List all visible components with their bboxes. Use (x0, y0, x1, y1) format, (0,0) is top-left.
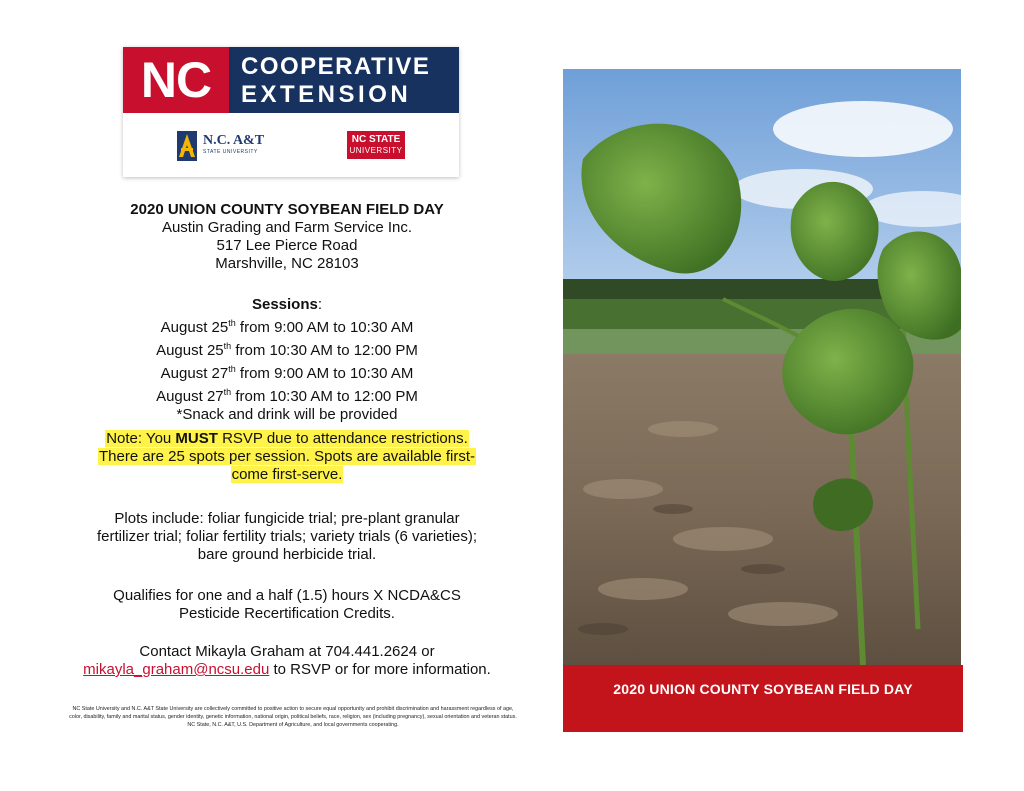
logo-extension-text: EXTENSION (241, 81, 412, 108)
note-highlight: There are 25 spots per session. Spots are available first- (98, 448, 476, 465)
session-item: August 27th from 10:30 AM to 12:00 PM (156, 387, 418, 405)
event-address (60, 219, 514, 273)
ncat-name: N.C. A&T (203, 133, 265, 148)
note-line (60, 430, 514, 448)
contact-line: mikayla_graham@ncsu.edu to RSVP or for more information. (83, 661, 491, 678)
ncat-subtitle: STATE UNIVERSITY (203, 149, 258, 155)
soybean-seedling-photo (563, 69, 961, 665)
contact-paragraph (60, 643, 514, 679)
credits-line: Qualifies for one and a half (1.5) hours X NCDA&CS (113, 587, 461, 604)
ncstate-logo (347, 131, 405, 159)
soybean-field-image (563, 69, 961, 665)
session-item: August 25th from 10:30 AM to 12:00 PM (156, 341, 418, 359)
event-title: 2020 UNION COUNTY SOYBEAN FIELD DAY (130, 201, 444, 218)
snack-note: *Snack and drink will be provided (176, 406, 398, 423)
note-highlight: come first-serve. (231, 466, 343, 483)
note-line (60, 466, 514, 484)
ncstate-line2: UNIVERSITY (349, 146, 403, 155)
nondiscrimination-disclaimer: NC State University and N.C. A&T State University are collectively committed to positive action to secure equal opportunity and prohibit discrimination and harassment regardless of age, color, disability, family and marital status, gender identity, genetic information, national origin, political beliefs, race, religion, sex (including pregnancy), sexual orientation and veteran status. NC State, N.C. A&T, U.S. Department of Agriculture, and local governments cooperating. (69, 706, 517, 728)
email-link[interactable]: mikayla_graham@ncsu.edu (83, 661, 270, 678)
note-line (60, 448, 514, 466)
plots-line: fertilizer trial; foliar fertility trials; variety trials (6 varieties); (96, 528, 478, 545)
contact-line: Contact Mikayla Graham at 704.441.2624 or (139, 643, 435, 660)
ncat-emblem-icon (175, 131, 199, 161)
address-line: Marshville, NC 28103 (215, 255, 359, 272)
address-line: Austin Grading and Farm Service Inc. (161, 219, 413, 236)
plots-line: bare ground herbicide trial. (197, 546, 377, 563)
note-highlight: Note: You MUST RSVP due to attendance restrictions. (106, 430, 468, 447)
session-item: August 25th from 9:00 AM to 10:30 AM (160, 318, 414, 336)
plots-line: Plots include: foliar fungicide trial; pre-plant granular (114, 510, 460, 527)
plots-paragraph (60, 510, 514, 564)
nc-logo-block: NC (123, 47, 229, 113)
photo-banner (563, 665, 963, 732)
session-item: August 27th from 9:00 AM to 10:30 AM (160, 364, 414, 382)
ncstate-line1: NC STATE (351, 134, 401, 145)
rsvp-note (60, 430, 514, 484)
credits-paragraph (60, 587, 514, 623)
credits-line: Pesticide Recertification Credits. (179, 605, 395, 622)
sessions-block (60, 296, 514, 424)
address-line: 517 Lee Pierce Road (216, 237, 358, 254)
logo-cooperative-text: COOPERATIVE (241, 53, 431, 80)
sessions-heading: Sessions: (251, 296, 323, 313)
logo-top-band (123, 47, 459, 113)
banner-title: 2020 UNION COUNTY SOYBEAN FIELD DAY (613, 681, 913, 697)
cooperative-extension-logo (123, 47, 459, 177)
